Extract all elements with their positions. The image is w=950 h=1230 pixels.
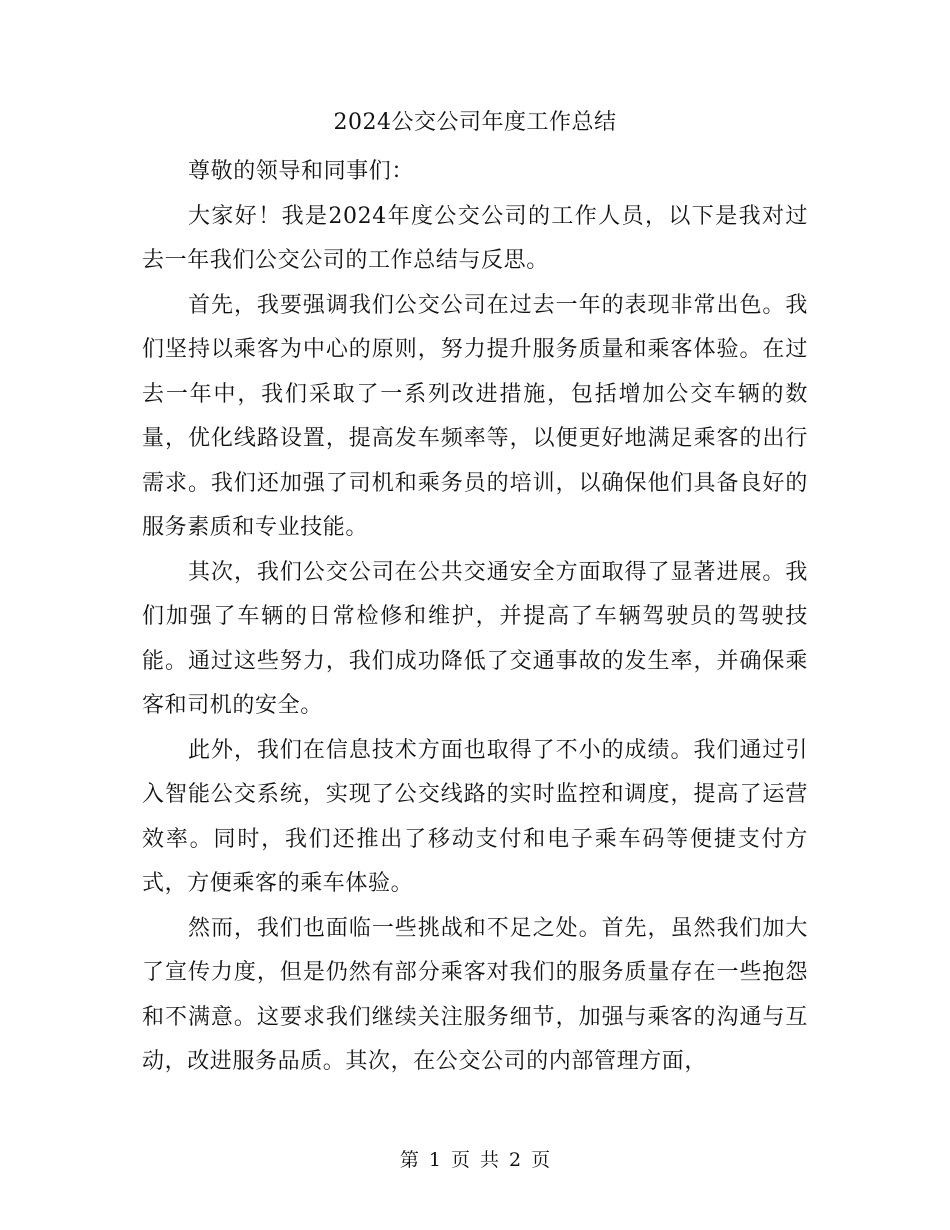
body-paragraph: 大家好！我是2024年度公交公司的工作人员，以下是我对过去一年我们公交公司的工作总结与反思。 — [142, 203, 808, 273]
page-number-footer: 第 1 页 共 2 页 — [399, 1149, 551, 1171]
document-title: 2024公交公司年度工作总结 — [333, 110, 617, 135]
salutation-paragraph: 尊敬的领导和同事们： — [188, 159, 415, 184]
body-paragraph: 首先，我要强调我们公交公司在过去一年的表现非常出色。我们坚持以乘客为中心的原则，努力提升服务质量和乘客体验。在过去一年中，我们采取了一系列改进措施，包括增加公交车辆的数量，优化线路设置，提高发车频率等，以便更好地满足乘客的出行需求。我们还加强了司机和乘务员的培训，以确保他们具备良好的服务素质和专业技能。 — [142, 292, 808, 540]
body-paragraph: 其次，我们公交公司在公共交通安全方面取得了显著进展。我们加强了车辆的日常检修和维护，并提高了车辆驾驶员的驾驶技能。通过这些努力，我们成功降低了交通事故的发生率，并确保乘客和司机的安全。 — [142, 559, 808, 718]
document-body — [142, 150, 808, 1085]
body-paragraph: 此外，我们在信息技术方面也取得了不小的成绩。我们通过引入智能公交系统，实现了公交线路的实时监控和调度，提高了运营效率。同时，我们还推出了移动支付和电子乘车码等便捷支付方式，方便乘客的乘车体验。 — [142, 737, 808, 896]
body-paragraph: 然而，我们也面临一些挑战和不足之处。首先，虽然我们加大了宣传力度，但是仍然有部分乘客对我们的服务质量存在一些抱怨和不满意。这要求我们继续关注服务细节，加强与乘客的沟通与互动，改进服务品质。其次，在公交公司的内部管理方面， — [142, 915, 808, 1074]
